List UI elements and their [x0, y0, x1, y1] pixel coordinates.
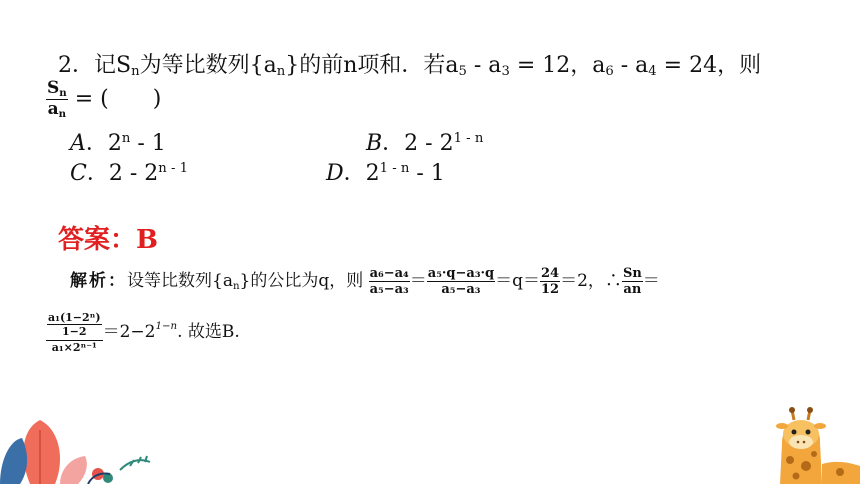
- option-letter: D: [326, 161, 344, 186]
- answer-label: 答案：B: [58, 225, 158, 255]
- subscript: 5: [458, 64, 467, 79]
- fraction-2: [427, 267, 495, 296]
- option-text: ．2 - 2: [382, 131, 454, 156]
- subscript: 6: [605, 64, 614, 79]
- superscript: 1 - n: [379, 161, 410, 176]
- denominator-text: a: [47, 99, 59, 120]
- solution-line-1: 解析：设等比数列$\{a_n\}$的公比为q，则 $\frac{\text{a₆−a₄}}{\text{a₅−a₃}}$ ＝ $\frac{\text{a₅·q−a₃·q}}{\text{a₅−a₃}}$ ＝q＝ $\frac{24}{12}$ ＝2，∴ $\frac{Sn}{an}$ ＝: [70, 266, 660, 297]
- compound-numerator: [46, 312, 103, 341]
- superscript: n: [121, 131, 131, 146]
- fraction-3: [540, 267, 560, 296]
- subscript: n: [58, 108, 67, 121]
- option-text: ．2 - 2: [86, 161, 159, 186]
- option-letter: C: [70, 161, 87, 186]
- fraction-denominator: a₅−a₃: [369, 282, 409, 297]
- fraction-1: [369, 267, 410, 296]
- option-d[interactable]: [326, 156, 445, 187]
- option-b[interactable]: [366, 126, 483, 157]
- option-text: - 1: [130, 131, 166, 156]
- subscript: n: [131, 64, 140, 79]
- superscript: 1−n: [155, 321, 178, 332]
- fraction-denominator: 12: [541, 282, 560, 297]
- fraction-denominator: an: [623, 282, 642, 297]
- compound-fraction: [46, 312, 103, 353]
- subscript: 3: [501, 64, 510, 79]
- fraction-denominator: a₁×2ⁿ⁻¹: [51, 341, 97, 354]
- fraction-numerator: Sn: [622, 266, 642, 281]
- question-text: = 12，a: [509, 53, 606, 78]
- solution-text: ＝: [642, 271, 660, 291]
- answer-blank: = ( ): [67, 86, 162, 112]
- fraction-numerator: a₆−a₄: [369, 266, 409, 281]
- option-letter: A: [70, 131, 86, 156]
- option-text: ．2: [343, 161, 380, 186]
- fraction-numerator: a₁(1−2ⁿ): [48, 311, 101, 324]
- fraction-numerator: 24: [541, 266, 560, 281]
- solution-text: }的公比为q，则: [239, 271, 364, 291]
- solution-text: 设等比数列{a: [127, 271, 233, 291]
- solution-label: 解析：: [70, 271, 127, 291]
- option-letter: B: [366, 131, 383, 156]
- superscript: n - 1: [158, 161, 188, 176]
- fraction-denominator: [48, 100, 66, 119]
- giraffe-icon: [760, 404, 860, 484]
- sn-over-an-fraction: [46, 80, 68, 119]
- solution-line-2: [46, 312, 240, 353]
- fraction-4: [622, 267, 643, 296]
- question-number: 2．: [58, 53, 94, 78]
- question-text: - a: [613, 53, 649, 78]
- question-text: 为等比数列{a: [139, 53, 277, 78]
- subscript: n: [276, 64, 286, 79]
- solution-text: ＝2−2: [102, 322, 156, 342]
- question-text: 记S: [94, 53, 132, 78]
- question-text: - a: [466, 53, 502, 78]
- option-c[interactable]: [70, 156, 188, 187]
- superscript: 1 - n: [453, 131, 484, 146]
- numerator-text: S: [47, 78, 60, 98]
- inner-fraction: [47, 312, 102, 339]
- fraction-numerator: [46, 80, 68, 100]
- option-text: - 1: [409, 161, 445, 186]
- decorative-leaves-icon: [0, 400, 170, 484]
- fraction-numerator: a₅·q−a₃·q: [427, 266, 495, 281]
- subscript: 4: [648, 64, 657, 79]
- question-text: = 24，则: [656, 53, 762, 78]
- subscript: n: [59, 87, 67, 99]
- question-text: }的前n项和．若a: [285, 53, 459, 78]
- option-text: ．2: [85, 131, 122, 156]
- fraction-denominator: 1−2: [62, 325, 87, 338]
- question-line-2: [46, 80, 161, 119]
- fraction-denominator: a₅−a₃: [441, 282, 481, 297]
- solution-text: ＝q＝: [495, 271, 541, 291]
- solution-text: . 故选B.: [177, 322, 240, 342]
- option-a[interactable]: [70, 126, 166, 157]
- question-line-1: [58, 48, 761, 79]
- solution-text: ＝2，∴: [560, 271, 622, 291]
